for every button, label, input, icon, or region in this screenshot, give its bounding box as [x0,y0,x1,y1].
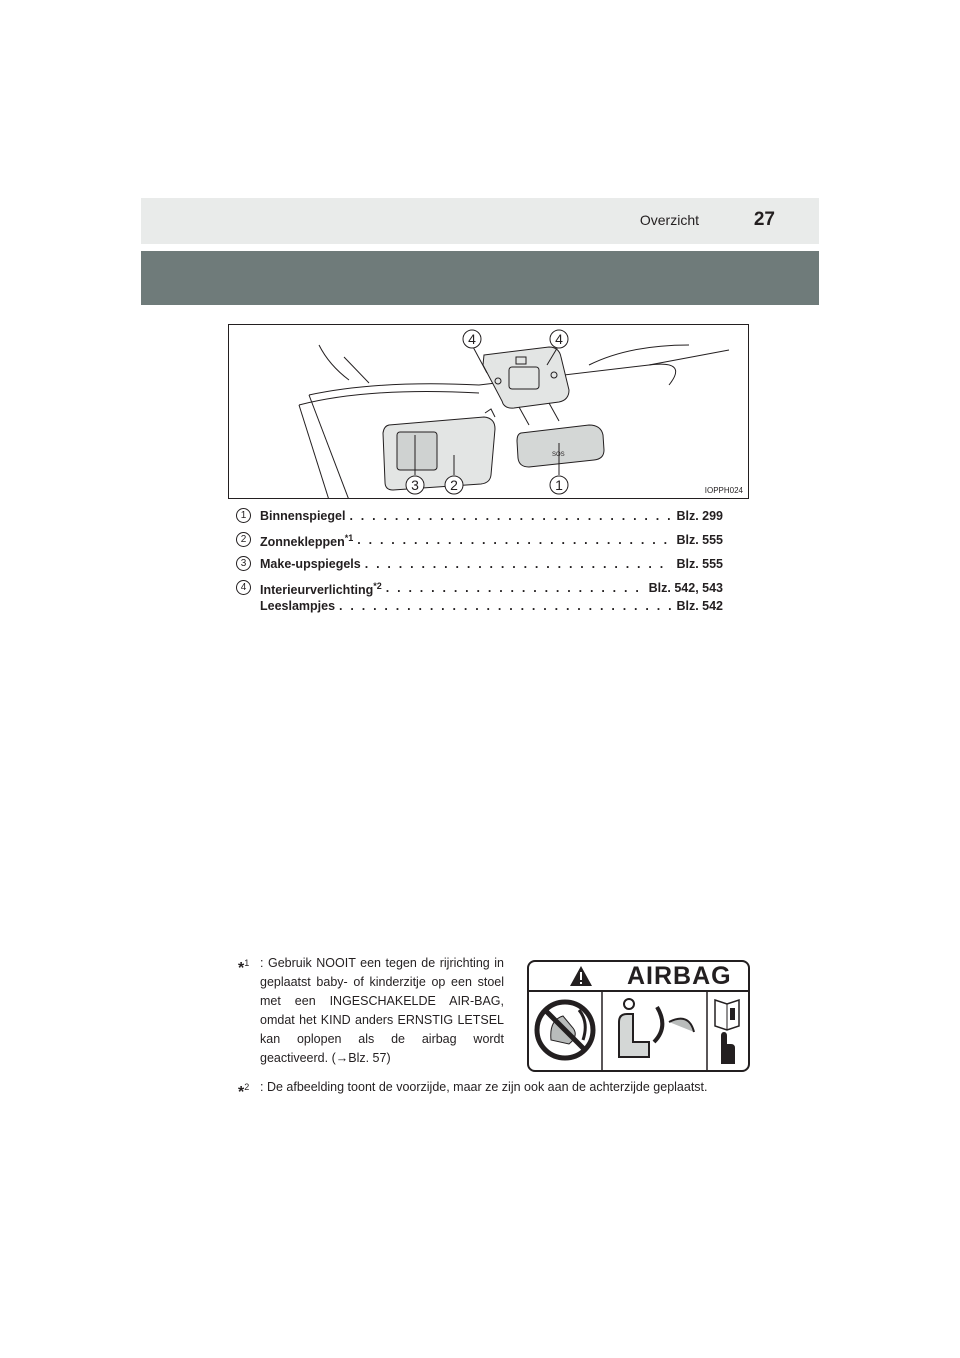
interior-figure [228,324,749,499]
page-number: 27 [753,209,775,230]
footnote-marker: * [238,960,245,977]
page-ref[interactable]: Blz. 555 [676,533,723,547]
page-header [141,198,819,244]
item-label: Interieurverlichting [260,583,374,597]
footnote-number: 1 [244,958,250,968]
footnote-2 [238,1078,758,1101]
item-number: 2 [236,532,251,547]
footnote-number: 2 [244,1082,250,1092]
item-label: Make-upspiegels [260,557,361,571]
footnote-text: : De afbeelding toont de voorzijde, maar ze zijn ook aan de achterzijde geplaatst. [260,1080,708,1094]
page-ref[interactable]: Blz. 542 [676,599,723,613]
item-number: 4 [236,580,251,595]
page-ref[interactable]: Blz. 542, 543 [648,581,723,595]
airbag-title: AIRBAG [627,962,732,990]
list-item [236,580,723,624]
footnote-marker: * [238,1084,245,1101]
section-title: Overzicht [639,212,699,228]
item-label: Zonnekleppen [260,535,345,549]
list-item [236,508,723,532]
interior-illustration [229,325,749,499]
item-number: 3 [236,556,251,571]
page-ref[interactable]: Blz. 299 [676,509,723,523]
item-sublabel: Leeslampjes [260,599,336,613]
footnote-ref: *2 [373,581,382,591]
mirror-text: SOS [552,452,565,458]
page-ref[interactable]: Blz. 555 [676,557,723,571]
figure-code: IOPPH024 [704,486,743,495]
callout-1: 1 [555,477,563,493]
callout-4a: 4 [468,331,476,347]
airbag-deploy-icon [619,999,694,1057]
item-number: 1 [236,508,251,523]
footnote-text: : Gebruik NOOIT een tegen de rijrichting in geplaatst baby- of kinderzitje op een stoel met een INGESCHAKELDE AIR-BAG, omdat het KIND anders ERNSTIG LETSEL kan oplopen als de airbag wordt geactiveerd. (→Blz. 57) [260,956,504,1065]
read-manual-icon [715,1000,739,1064]
airbag-pictograms [529,992,748,1072]
item-list [236,508,723,624]
no-child-seat-icon [537,1002,593,1058]
footnote-1 [238,954,504,1068]
item-label: Binnenspiegel [260,509,346,523]
callout-2: 2 [450,477,458,493]
header-band [141,251,819,305]
warning-triangle-icon [569,965,593,987]
list-item [236,532,723,556]
callout-3: 3 [411,477,419,493]
airbag-warning-label [527,960,750,1072]
list-item [236,556,723,580]
callout-4b: 4 [555,331,563,347]
footnote-ref: *1 [344,533,354,543]
